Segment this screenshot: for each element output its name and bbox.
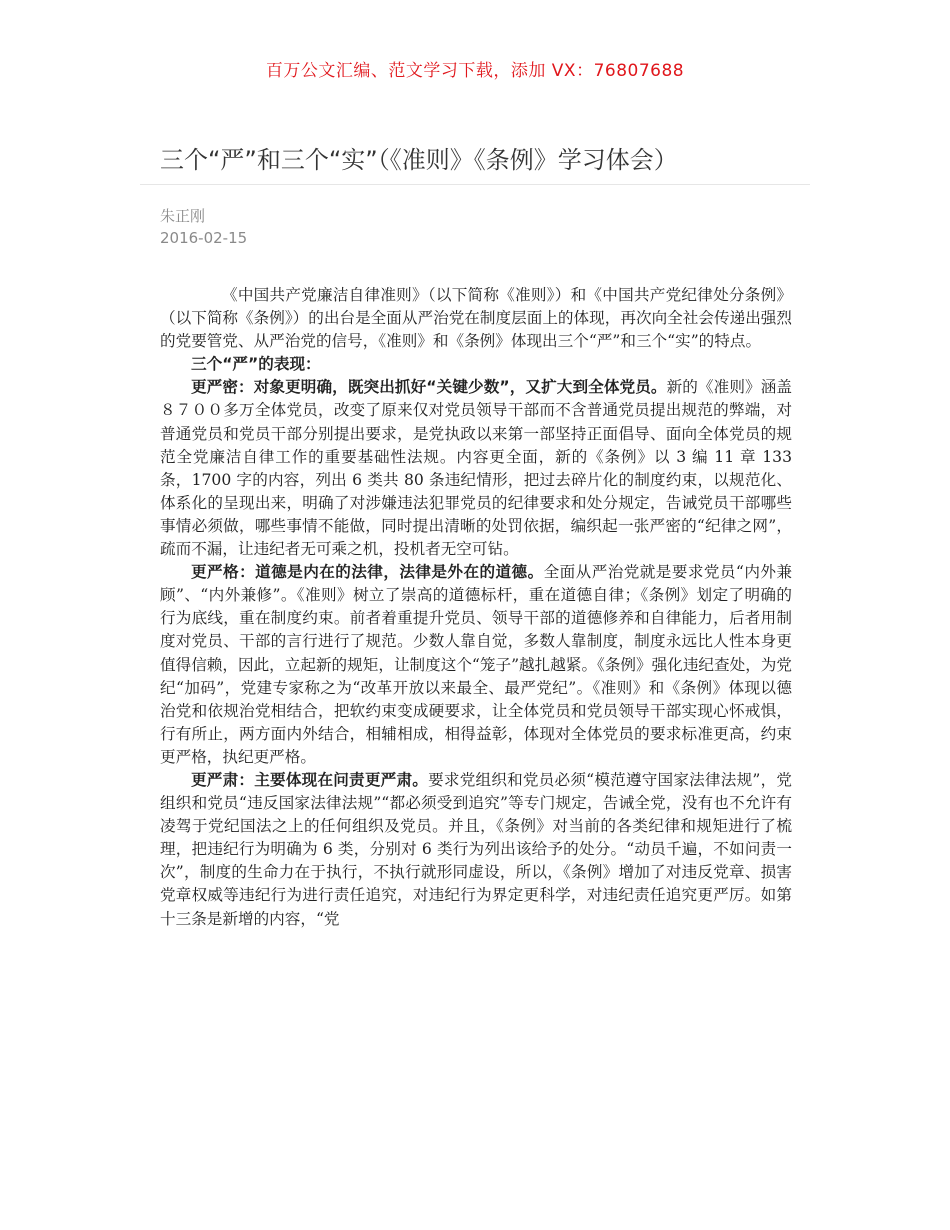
paragraph-stricter-serious xyxy=(160,769,792,931)
section-heading-text: 三个“严”的表现： xyxy=(191,355,321,374)
intro-paragraph: 《中国共产党廉洁自律准则》（以下简称《准则》）和《中国共产党纪律处分条例》（以下简称《条例》）的出台是全面从严治党在制度层面上的体现，再次向全社会传递出强烈的党要管党、从严治党的信号，《准则》和《条例》体现出三个“严”和三个“实”的特点。 xyxy=(160,286,792,351)
article-title: 三个“严”和三个“实”（《准则》《条例》学习体会） xyxy=(160,146,678,174)
article-author: 朱正刚 xyxy=(160,207,206,225)
article-body xyxy=(160,284,792,931)
article-date: 2016-02-15 xyxy=(160,229,248,247)
paragraph-text: 全面从严治党就是要求党员“内外兼顾”、“内外兼修”。《准则》树立了崇高的道德标杆，重在道德自律；《条例》划定了明确的行为底线，重在制度约束。前者着重提升党员、领导干部的道德修养和自律能力，后者用制度对党员、干部的言行进行了规范。少数人靠自觉，多数人靠制度，制度永远比人性本身更值得信赖，因此，立起新的规矩，让制度这个“笼子”越扎越紧。《条例》强化违纪查处，为党纪“加码”，党建专家称之为“改革开放以来最全、最严党纪”。《准则》和《条例》体现以德治党和依规治党相结合，把软约束变成硬要求，让全体党员和党员领导干部实现心怀戒惧，行有所止，两方面内外结合，相辅相成，相得益彰，体现对全体党员的要求标准更高，约束更严格，执纪更严格。 xyxy=(160,563,792,766)
promo-banner: 百万公文汇编、范文学习下载，添加 VX：76807688 xyxy=(265,61,685,81)
paragraph-text: 新的《准则》涵盖８７００多万全体党员，改变了原来仅对党员领导干部而不含普通党员提出规范的弊端，对普通党员和党员干部分别提出要求，是党执政以来第一部坚持正面倡导、面向全体党员的规范全党廉洁自律工作的重要基础性法规。内容更全面，新的《条例》以 3 编 11 章 133 条，1700 字的内容，列出 6 类共 80 条违纪情形，把过去碎片化的制度约束，以规范化、体系化的呈现出来，明确了对涉嫌违法犯罪党员的纪律要求和处分规定，告诫党员干部哪些事情必须做，哪些事情不能做，同时提出清晰的处罚依据，编织起一张严密的“纪律之网”，疏而不漏，让违纪者无可乘之机，投机者无空可钻。 xyxy=(160,378,792,559)
section-heading xyxy=(160,353,792,376)
paragraph-text: 要求党组织和党员必须“模范遵守国家法律法规”，党组织和党员“违反国家法律法规”“都必须受到追究”等专门规定，告诫全党，没有也不允许有凌驾于党纪国法之上的任何组织及党员。并且，《条例》对当前的各类纪律和规矩进行了梳理，把违纪行为明确为 6 类，分别对 6 类行为列出该给予的处分。“动员千遍，不如问责一次”，制度的生命力在于执行，不执行就形同虚设，所以，《条例》增加了对违反党章、损害党章权威等违纪行为进行责任追究，对违纪行为界定更科学，对违纪责任追究更严厉。如第十三条是新增的内容，“党 xyxy=(160,770,792,928)
paragraph-stricter-tight xyxy=(160,376,792,561)
paragraph-lead: 更严肃：主要体现在问责更严肃。 xyxy=(191,770,429,789)
paragraph-stricter-strict xyxy=(160,561,792,769)
paragraph-lead: 更严格：道德是内在的法律，法律是外在的道德。 xyxy=(191,563,544,582)
title-divider xyxy=(140,184,810,185)
paragraph-lead: 更严密：对象更明确，既突出抓好“关键少数”，又扩大到全体党员。 xyxy=(191,378,667,397)
